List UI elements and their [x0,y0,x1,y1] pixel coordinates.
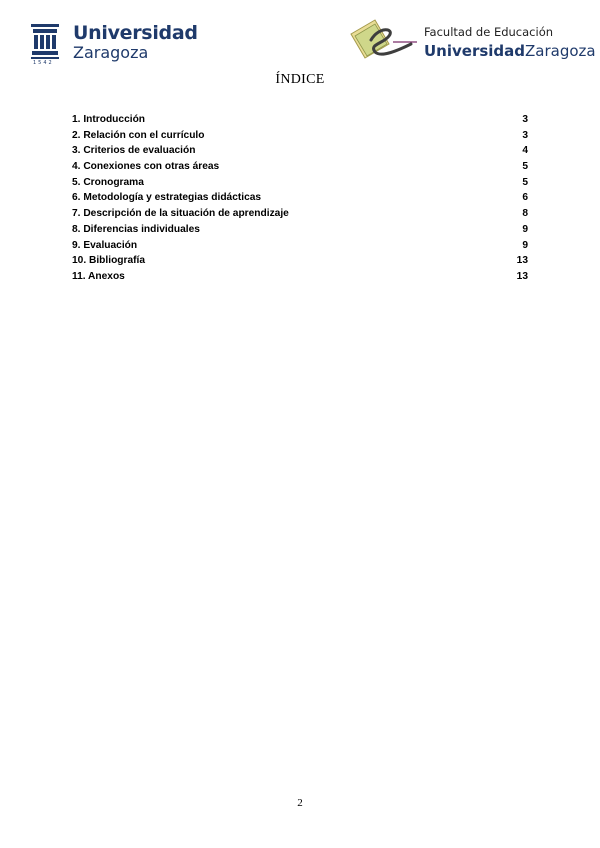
logo-year-text: 1542 [33,60,54,66]
toc-entry-page: 3 [522,114,528,125]
toc-entry-label: 5. Cronograma [72,176,144,188]
toc-entry-label: 9. Evaluación [72,239,138,251]
toc-entry-page: 6 [522,192,528,204]
faculty-emblem-icon [345,14,421,64]
toc-entry-page: 4 [522,145,528,157]
toc-entry[interactable] [72,269,528,285]
toc-entry-label: 6. Metodología y estrategias didácticas [72,192,262,204]
toc-entry[interactable] [72,253,528,269]
universidad-zaragoza-logo [30,20,200,70]
university-shield-icon [30,22,64,60]
toc-entry[interactable] [72,206,528,222]
table-of-contents [72,112,528,285]
toc-entry-page: 9 [522,239,528,251]
toc-entry[interactable] [72,222,528,238]
facultad-educacion-logo [345,14,596,74]
faculty-name-text: Facultad de Educación [424,25,554,39]
toc-entry-page: 9 [522,223,528,235]
toc-entry-page: 8 [522,208,528,220]
toc-entry[interactable] [72,190,528,206]
logo-universidad-text: Universidad [73,22,198,44]
faculty-university-regular: Zaragoza [525,42,596,60]
toc-entry-page: 13 [516,270,528,282]
toc-entry-page: 13 [516,255,528,267]
toc-entry-label: 10. Bibliografía [72,255,146,267]
toc-entry[interactable] [72,112,528,128]
toc-entry-label: 7. Descripción de la situación de aprendizaje [72,208,289,220]
index-title: ÍNDICE [275,72,325,87]
toc-entry-label: 3. Criterios de evaluación [72,145,196,157]
logo-zaragoza-text: Zaragoza [73,43,149,62]
toc-entry-label: 11. Anexos [72,270,125,282]
toc-entry[interactable] [72,128,528,144]
page-number: 2 [297,797,303,809]
toc-entry-label: 2. Relación con el currículo [72,129,205,141]
faculty-university-text [424,42,596,60]
toc-entry[interactable] [72,238,528,254]
toc-entry[interactable] [72,175,528,191]
toc-entry-page: 5 [522,161,528,173]
toc-entry-page: 3 [522,129,528,141]
faculty-university-bold: Universidad [424,42,526,60]
toc-entry-label: 8. Diferencias individuales [72,223,200,235]
toc-entry-page: 5 [522,176,528,188]
toc-entry[interactable] [72,159,528,175]
toc-entry[interactable] [72,143,528,159]
toc-entry-label: 4. Conexiones con otras áreas [72,161,220,173]
toc-entry-label: 1. Introducción [72,114,146,125]
